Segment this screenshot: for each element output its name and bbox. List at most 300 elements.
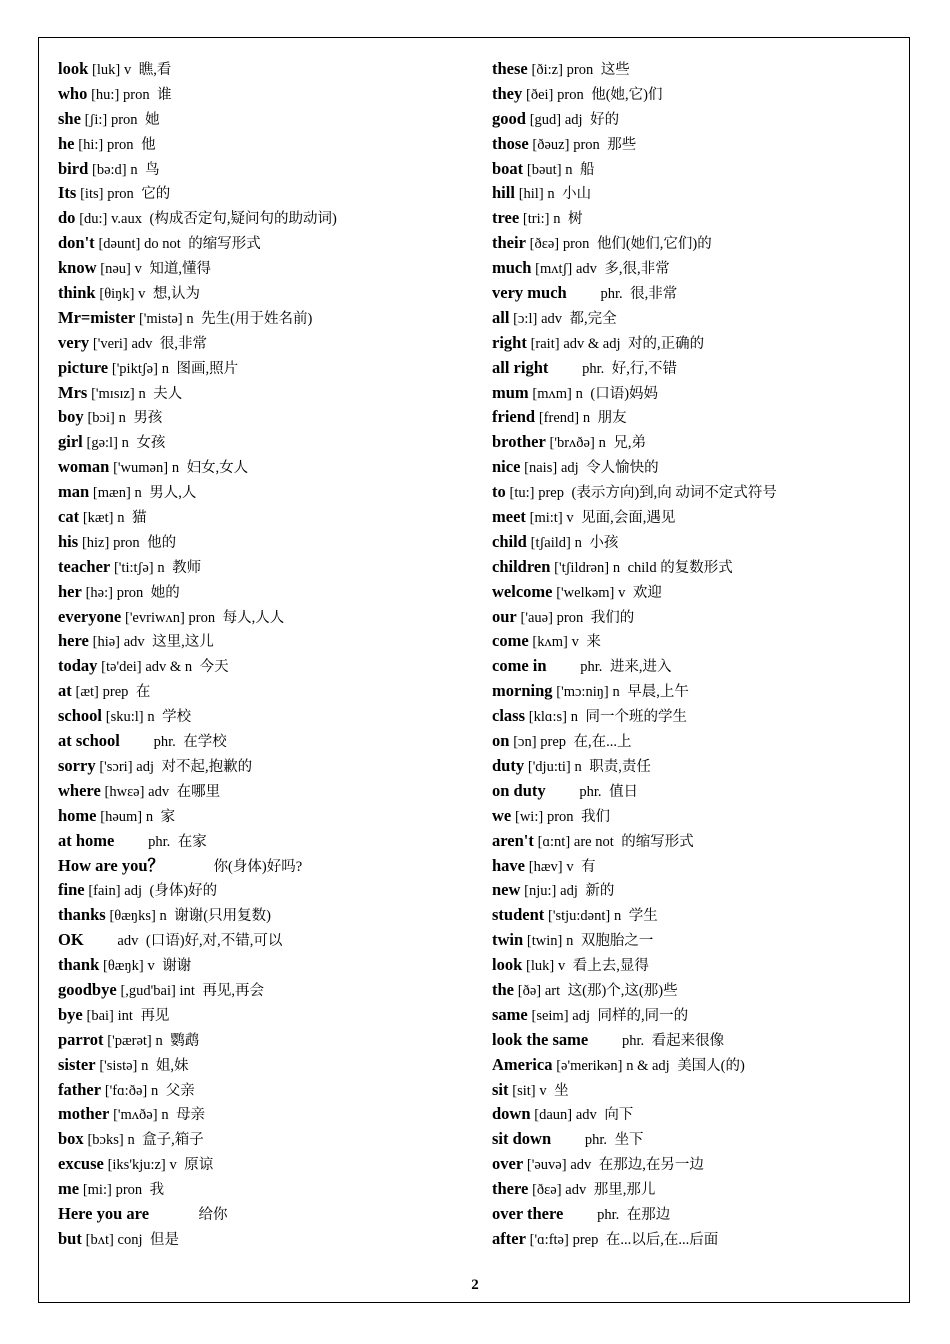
vocab-entry bbox=[492, 231, 912, 256]
vocab-word: girl bbox=[58, 432, 83, 452]
vocab-entry bbox=[492, 754, 912, 779]
vocab-part-of-speech: pron bbox=[110, 111, 138, 128]
vocab-phonetic: ['welkəm] bbox=[556, 584, 615, 601]
vocab-entry bbox=[58, 107, 478, 132]
vocab-word: teacher bbox=[58, 556, 111, 576]
vocab-entry bbox=[58, 505, 478, 530]
vocab-word: on duty bbox=[492, 780, 546, 800]
vocab-entry bbox=[492, 779, 912, 804]
vocab-entry bbox=[58, 928, 478, 953]
vocab-word: have bbox=[492, 855, 525, 875]
vocab-entry bbox=[58, 878, 478, 903]
vocab-word: nice bbox=[492, 457, 521, 477]
vocab-phonetic: [ðəuz] bbox=[532, 136, 570, 153]
vocab-meaning: 在学校 bbox=[183, 734, 227, 751]
vocab-meaning: 在那边 bbox=[626, 1206, 671, 1223]
vocab-word: Here you are bbox=[58, 1203, 150, 1223]
vocab-entry bbox=[58, 953, 478, 978]
vocab-word: our bbox=[492, 606, 517, 626]
vocab-entry bbox=[58, 679, 478, 704]
vocab-entry bbox=[58, 1227, 478, 1252]
vocab-word: here bbox=[58, 631, 89, 651]
vocab-word: duty bbox=[492, 755, 525, 775]
vocab-meaning: 它的 bbox=[141, 186, 171, 203]
vocab-meaning: 女孩 bbox=[136, 435, 166, 452]
vocab-phonetic: ['sɔri] bbox=[99, 758, 133, 775]
vocab-meaning: 再见 bbox=[140, 1007, 170, 1024]
vocab-entry bbox=[492, 953, 912, 978]
vocab-entry bbox=[492, 1227, 912, 1252]
vocab-phonetic: [daun] bbox=[534, 1107, 573, 1124]
vocab-part-of-speech: pron bbox=[123, 86, 150, 103]
vocab-word: look bbox=[58, 59, 89, 78]
vocab-meaning: 妇女,女人 bbox=[186, 460, 249, 477]
vocab-entry bbox=[492, 1078, 912, 1103]
vocab-word: tree bbox=[492, 208, 520, 228]
vocab-entry bbox=[492, 854, 912, 879]
vocab-meaning: 想,认为 bbox=[152, 286, 201, 303]
vocab-entry bbox=[492, 928, 912, 953]
vocab-phonetic: [dəunt] bbox=[98, 236, 141, 253]
vocab-phonetic: [mʌtʃ] bbox=[535, 261, 573, 278]
vocab-word: do bbox=[58, 208, 76, 228]
vocab-word: they bbox=[492, 83, 523, 103]
vocab-part-of-speech: phr. bbox=[579, 783, 602, 800]
vocab-meaning: 多,很,非常 bbox=[604, 261, 670, 278]
vocab-entry bbox=[492, 306, 912, 331]
vocab-part-of-speech: pron bbox=[557, 86, 584, 103]
vocab-entry bbox=[58, 629, 478, 654]
vocab-word: sister bbox=[58, 1054, 96, 1074]
vocab-part-of-speech: adv bbox=[575, 1107, 597, 1124]
vocab-entry bbox=[492, 281, 912, 306]
vocab-word: everyone bbox=[58, 606, 122, 626]
vocab-meaning: 船 bbox=[580, 161, 595, 178]
vocab-part-of-speech: n bbox=[130, 161, 138, 178]
vocab-part-of-speech: phr. bbox=[148, 833, 171, 850]
vocab-part-of-speech: pron bbox=[107, 186, 134, 203]
vocab-phonetic: ['veri] bbox=[92, 335, 128, 352]
vocab-meaning: 双胞胎之一 bbox=[580, 933, 654, 950]
vocab-word: thanks bbox=[58, 905, 106, 925]
vocab-part-of-speech: pron bbox=[188, 609, 216, 626]
vocab-meaning: 很,非常 bbox=[159, 335, 208, 352]
vocab-phonetic: [bɔi] bbox=[87, 410, 115, 427]
vocab-word: on bbox=[492, 731, 510, 751]
vocab-word: excuse bbox=[58, 1154, 104, 1174]
vocab-meaning: 对的,正确的 bbox=[628, 335, 705, 352]
vocab-entry bbox=[58, 1102, 478, 1127]
vocab-entry bbox=[492, 455, 912, 480]
vocab-part-of-speech: n bbox=[574, 758, 582, 775]
vocab-entry bbox=[492, 605, 912, 630]
vocab-meaning: 看上去,显得 bbox=[572, 958, 649, 975]
vocab-meaning: 来 bbox=[586, 634, 601, 651]
vocab-word: don't bbox=[58, 233, 95, 253]
vocab-entry bbox=[492, 1152, 912, 1177]
vocab-part-of-speech: v bbox=[566, 858, 574, 875]
vocab-word: over bbox=[492, 1154, 524, 1174]
vocab-phonetic: ['mɔ:niŋ] bbox=[556, 684, 609, 701]
vocab-entry bbox=[58, 157, 478, 182]
vocab-part-of-speech: n bbox=[155, 1032, 163, 1049]
vocab-meaning: 很,非常 bbox=[630, 286, 678, 303]
vocab-phonetic: [nju:] bbox=[524, 883, 557, 900]
vocab-word: morning bbox=[492, 681, 553, 701]
vocab-phonetic: [kæt] bbox=[82, 510, 114, 527]
vocab-meaning: 男人,人 bbox=[149, 485, 197, 502]
vocab-part-of-speech: n bbox=[161, 1107, 169, 1124]
vocab-part-of-speech: pron bbox=[116, 584, 144, 601]
vocab-phonetic: [luk] bbox=[92, 62, 121, 78]
vocab-phonetic: ['ti:tʃə] bbox=[113, 559, 154, 576]
vocab-phonetic: [bɔks] bbox=[87, 1132, 124, 1149]
vocab-part-of-speech: int bbox=[179, 982, 195, 999]
vocab-part-of-speech: pron bbox=[556, 609, 584, 626]
vocab-word: same bbox=[492, 1004, 528, 1024]
vocab-entry bbox=[492, 356, 912, 381]
vocab-part-of-speech: art bbox=[544, 982, 561, 999]
vocab-part-of-speech: pron bbox=[562, 236, 590, 253]
vocab-phonetic: [ɑ:nt] bbox=[537, 833, 571, 850]
vocab-meaning: 姐,妹 bbox=[155, 1057, 189, 1074]
vocab-entry bbox=[58, 654, 478, 679]
vocab-entry bbox=[58, 281, 478, 306]
vocab-word: picture bbox=[58, 357, 109, 377]
vocab-entry bbox=[492, 1053, 912, 1078]
vocab-phonetic: [ə'merikən] bbox=[556, 1057, 623, 1074]
vocab-entry bbox=[58, 181, 478, 206]
vocab-meaning: 小孩 bbox=[589, 534, 619, 551]
vocab-phonetic: ['mɪsɪz] bbox=[91, 385, 135, 402]
vocab-meaning: 在...以后,在...后面 bbox=[605, 1231, 719, 1248]
vocab-meaning: 先生(用于姓名前) bbox=[201, 310, 313, 327]
vocab-meaning: 学生 bbox=[628, 908, 658, 925]
vocab-entry bbox=[58, 430, 478, 455]
vocab-entry bbox=[492, 1177, 912, 1202]
vocab-part-of-speech: v bbox=[571, 634, 579, 651]
vocab-meaning: 对不起,抱歉的 bbox=[161, 758, 253, 775]
vocab-part-of-speech: adj bbox=[124, 883, 143, 900]
vocab-word: bird bbox=[58, 158, 89, 178]
vocab-word: who bbox=[58, 83, 88, 103]
vocab-entry bbox=[492, 480, 912, 505]
vocab-part-of-speech: n bbox=[161, 360, 169, 377]
vocab-phonetic: ['wumən] bbox=[113, 460, 169, 477]
vocab-phonetic: [bai] bbox=[86, 1007, 114, 1024]
vocab-word: at home bbox=[58, 830, 115, 850]
vocab-phonetic: [seim] bbox=[531, 1007, 569, 1024]
vocab-word: look bbox=[492, 955, 523, 975]
vocab-part-of-speech: v.aux bbox=[111, 211, 142, 228]
vocab-word: meet bbox=[492, 507, 526, 527]
vocab-meaning: 鹦鹉 bbox=[170, 1032, 200, 1049]
vocab-entry bbox=[58, 455, 478, 480]
vocab-phonetic: ['mistə] bbox=[138, 310, 183, 327]
vocab-entry bbox=[492, 132, 912, 157]
vocab-phonetic: [klɑ:s] bbox=[528, 709, 567, 726]
vocab-word: all right bbox=[492, 357, 549, 377]
vocab-word: bye bbox=[58, 1004, 83, 1024]
vocab-entry bbox=[492, 679, 912, 704]
vocab-part-of-speech: n bbox=[574, 534, 582, 551]
vocab-meaning: 在,在...上 bbox=[573, 734, 632, 751]
vocab-meaning: 原谅 bbox=[184, 1157, 214, 1174]
vocab-word: Mrs bbox=[58, 382, 88, 402]
vocab-phonetic: ['evriwʌn] bbox=[124, 609, 185, 626]
vocab-meaning: 盒子,箱子 bbox=[142, 1132, 204, 1149]
vocab-entry bbox=[58, 1202, 478, 1227]
vocab-word: America bbox=[492, 1054, 553, 1074]
vocab-meaning: 每人,人人 bbox=[222, 609, 285, 626]
vocab-phonetic: [hil] bbox=[518, 186, 544, 203]
vocab-word: student bbox=[492, 905, 545, 925]
vocab-part-of-speech: phr. bbox=[600, 286, 623, 303]
vocab-meaning: 这些 bbox=[600, 62, 630, 78]
vocab-part-of-speech: phr. bbox=[622, 1032, 645, 1049]
vocab-word: fine bbox=[58, 880, 85, 900]
vocab-meaning: 父亲 bbox=[165, 1082, 195, 1099]
vocab-meaning: 谁 bbox=[157, 86, 172, 103]
vocab-word: these bbox=[492, 59, 528, 78]
vocab-entry bbox=[492, 57, 912, 82]
vocab-word: right bbox=[492, 332, 527, 352]
vocab-meaning: 欢迎 bbox=[632, 584, 662, 601]
vocab-word: come in bbox=[492, 656, 547, 676]
vocab-part-of-speech: phr. bbox=[580, 659, 603, 676]
vocab-entry bbox=[492, 381, 912, 406]
vocab-part-of-speech: n bbox=[121, 435, 129, 452]
vocab-part-of-speech: v bbox=[134, 261, 142, 278]
vocab-phonetic: [hæv] bbox=[528, 858, 563, 875]
vocab-word: man bbox=[58, 482, 90, 502]
vocab-part-of-speech: prep bbox=[102, 684, 129, 701]
vocab-phonetic: [hiz] bbox=[81, 534, 110, 551]
vocab-entry bbox=[58, 1003, 478, 1028]
vocab-part-of-speech: int bbox=[117, 1007, 133, 1024]
vocab-word: hill bbox=[492, 183, 515, 203]
vocab-word: cat bbox=[58, 507, 80, 527]
vocab-word: How are you？ bbox=[58, 855, 165, 875]
vocab-meaning: 瞧,看 bbox=[138, 62, 172, 78]
vocab-entry bbox=[58, 903, 478, 928]
vocab-part-of-speech: n bbox=[171, 460, 180, 477]
vocab-entry bbox=[492, 157, 912, 182]
vocab-part-of-speech: adv bbox=[565, 1182, 587, 1199]
vocab-part-of-speech: n bbox=[134, 485, 142, 502]
vocab-part-of-speech: n bbox=[598, 435, 606, 452]
vocab-entry bbox=[58, 1152, 478, 1177]
vocab-word: we bbox=[492, 805, 512, 825]
vocab-part-of-speech: adv bbox=[541, 310, 563, 327]
vocab-phonetic: [twin] bbox=[526, 933, 563, 950]
vocab-part-of-speech: pron bbox=[106, 136, 134, 153]
vocab-entry bbox=[492, 878, 912, 903]
vocab-phonetic: [kʌm] bbox=[532, 634, 568, 651]
vocab-phonetic: [bəut] bbox=[526, 161, 562, 178]
vocab-column-left bbox=[58, 57, 478, 1252]
vocab-word: boat bbox=[492, 158, 524, 178]
vocab-word: mother bbox=[58, 1104, 110, 1124]
vocab-meaning: 母亲 bbox=[176, 1107, 206, 1124]
vocab-entry bbox=[492, 903, 912, 928]
vocab-word: come bbox=[492, 631, 529, 651]
vocab-entry bbox=[58, 480, 478, 505]
vocab-word: sorry bbox=[58, 755, 96, 775]
vocab-part-of-speech: adj bbox=[564, 111, 583, 128]
vocab-entry bbox=[58, 854, 478, 879]
vocab-entry bbox=[58, 779, 478, 804]
vocab-part-of-speech: adv bbox=[117, 933, 139, 950]
vocab-entry bbox=[492, 82, 912, 107]
vocab-phonetic: ['auə] bbox=[520, 609, 553, 626]
vocab-part-of-speech: phr. bbox=[153, 734, 176, 751]
vocab-part-of-speech: n bbox=[145, 808, 154, 825]
vocab-phonetic: [wi:] bbox=[515, 808, 544, 825]
vocab-phonetic: [rait] bbox=[530, 335, 560, 352]
vocab-word: her bbox=[58, 581, 82, 601]
vocab-word: me bbox=[58, 1179, 80, 1199]
vocab-entry bbox=[492, 704, 912, 729]
vocab-phonetic: [nais] bbox=[524, 460, 558, 477]
vocab-entry bbox=[492, 1127, 912, 1152]
vocab-phonetic: [hu:] bbox=[91, 86, 120, 103]
vocab-meaning: 谢谢 bbox=[162, 958, 192, 975]
vocab-meaning: 小山 bbox=[562, 186, 592, 203]
vocab-part-of-speech: n bbox=[138, 385, 146, 402]
vocab-phonetic: [ɔ:l] bbox=[513, 310, 538, 327]
vocab-entry bbox=[492, 530, 912, 555]
vocab-phonetic: [θæŋks] bbox=[109, 908, 156, 925]
vocab-phonetic: [ðεə] bbox=[532, 1182, 562, 1199]
vocab-word: sit down bbox=[492, 1129, 552, 1149]
vocab-phonetic: [mi:] bbox=[82, 1182, 112, 1199]
vocab-entry bbox=[492, 729, 912, 754]
vocab-meaning: 我们的 bbox=[590, 609, 635, 626]
vocab-phonetic: [tə'dei] bbox=[101, 659, 142, 676]
vocab-meaning: 她 bbox=[145, 111, 160, 128]
vocab-meaning: 鸟 bbox=[145, 161, 160, 178]
vocab-word: welcome bbox=[492, 581, 553, 601]
vocab-entry bbox=[58, 381, 478, 406]
vocab-part-of-speech: n bbox=[582, 410, 591, 427]
vocab-meaning: 看起来很像 bbox=[651, 1032, 725, 1049]
vocab-phonetic: ['piktʃə] bbox=[111, 360, 158, 377]
vocab-part-of-speech: n bbox=[612, 684, 620, 701]
vocab-meaning: 今天 bbox=[199, 659, 229, 676]
vocab-meaning: 这(那)个,这(那)些 bbox=[567, 982, 678, 999]
vocab-part-of-speech: prep bbox=[538, 485, 564, 502]
vocab-phonetic: [luk] bbox=[526, 958, 555, 975]
vocab-entry bbox=[58, 331, 478, 356]
vocab-part-of-speech: pron bbox=[573, 136, 600, 153]
vocab-entry bbox=[58, 555, 478, 580]
vocab-part-of-speech: adj bbox=[136, 758, 155, 775]
vocab-phonetic: ['tʃildrən] bbox=[554, 559, 610, 576]
vocab-word: children bbox=[492, 556, 551, 576]
vocab-entry bbox=[58, 605, 478, 630]
vocab-phonetic: [tu:] bbox=[509, 485, 535, 502]
vocab-entry bbox=[58, 1177, 478, 1202]
vocab-word: twin bbox=[492, 930, 524, 950]
vocab-part-of-speech: v bbox=[147, 958, 155, 975]
vocab-meaning: 坐 bbox=[554, 1082, 569, 1099]
vocab-part-of-speech: prep bbox=[572, 1231, 599, 1248]
vocab-meaning: 你(身体)好吗? bbox=[213, 858, 303, 875]
vocab-word: his bbox=[58, 531, 79, 551]
vocab-part-of-speech: pron bbox=[115, 1182, 143, 1199]
vocab-word: child bbox=[492, 531, 527, 551]
vocab-phonetic: [fain] bbox=[88, 883, 121, 900]
vocab-column-right bbox=[492, 57, 912, 1252]
vocab-part-of-speech: adv bbox=[131, 335, 153, 352]
vocab-meaning: 那些 bbox=[607, 136, 637, 153]
vocab-entry bbox=[58, 729, 478, 754]
vocab-word: at bbox=[58, 681, 72, 701]
vocab-entry bbox=[492, 1102, 912, 1127]
vocab-phonetic: [sku:l] bbox=[105, 709, 144, 726]
vocab-phonetic: [frend] bbox=[538, 410, 580, 427]
vocab-part-of-speech: adv bbox=[123, 634, 145, 651]
vocab-phonetic: [du:] bbox=[79, 211, 108, 228]
vocab-part-of-speech: phr. bbox=[584, 1132, 608, 1149]
vocab-meaning: 有 bbox=[581, 858, 596, 875]
vocab-phonetic: [ðə] bbox=[517, 982, 542, 999]
vocab-part-of-speech: v bbox=[618, 584, 626, 601]
vocab-phonetic: [hwεə] bbox=[104, 783, 145, 800]
vocab-meaning: 兄,弟 bbox=[613, 435, 646, 452]
vocab-part-of-speech: v bbox=[169, 1157, 177, 1174]
vocab-meaning: 都,完全 bbox=[569, 310, 617, 327]
vocab-word: friend bbox=[492, 407, 536, 427]
vocab-word: home bbox=[58, 805, 97, 825]
vocab-part-of-speech: do not bbox=[144, 236, 181, 253]
vocab-meaning: 夫人 bbox=[153, 385, 183, 402]
vocab-phonetic: [sit] bbox=[512, 1082, 536, 1099]
vocab-entry bbox=[492, 978, 912, 1003]
vocab-part-of-speech: adj bbox=[560, 883, 578, 900]
vocab-part-of-speech: pron bbox=[566, 62, 594, 78]
vocab-phonetic: [,gud'bai] bbox=[120, 982, 176, 999]
vocab-meaning: 她的 bbox=[150, 584, 180, 601]
vocab-entry bbox=[492, 430, 912, 455]
vocab-meaning: 同样的,同一的 bbox=[597, 1007, 689, 1024]
vocab-entry bbox=[58, 231, 478, 256]
vocab-part-of-speech: n bbox=[565, 161, 573, 178]
vocab-word: those bbox=[492, 133, 529, 153]
vocab-entry bbox=[492, 580, 912, 605]
vocab-word: she bbox=[58, 108, 81, 128]
vocab-phonetic: [ðei] bbox=[526, 86, 554, 103]
vocab-meaning: 他们(她们,它们)的 bbox=[596, 236, 712, 253]
vocab-entry bbox=[58, 356, 478, 381]
vocab-entry bbox=[492, 629, 912, 654]
vocab-entry bbox=[58, 405, 478, 430]
vocab-entry bbox=[58, 82, 478, 107]
vocab-phonetic: ['brʌðə] bbox=[549, 435, 595, 452]
vocab-meaning: (口语)好,对,不错,可以 bbox=[145, 933, 283, 950]
vocab-entry bbox=[492, 654, 912, 679]
vocab-word: new bbox=[492, 880, 521, 900]
vocab-phonetic: ['əuvə] bbox=[526, 1157, 567, 1174]
vocab-meaning: 在那边,在另一边 bbox=[598, 1157, 704, 1174]
vocab-word: he bbox=[58, 133, 75, 153]
vocab-meaning: 我 bbox=[149, 1182, 165, 1199]
vocab-phonetic: ['fɑ:ðə] bbox=[104, 1082, 148, 1099]
vocab-part-of-speech: n bbox=[566, 933, 574, 950]
vocab-part-of-speech: n bbox=[570, 709, 578, 726]
vocab-phonetic: [tʃaild] bbox=[530, 534, 571, 551]
